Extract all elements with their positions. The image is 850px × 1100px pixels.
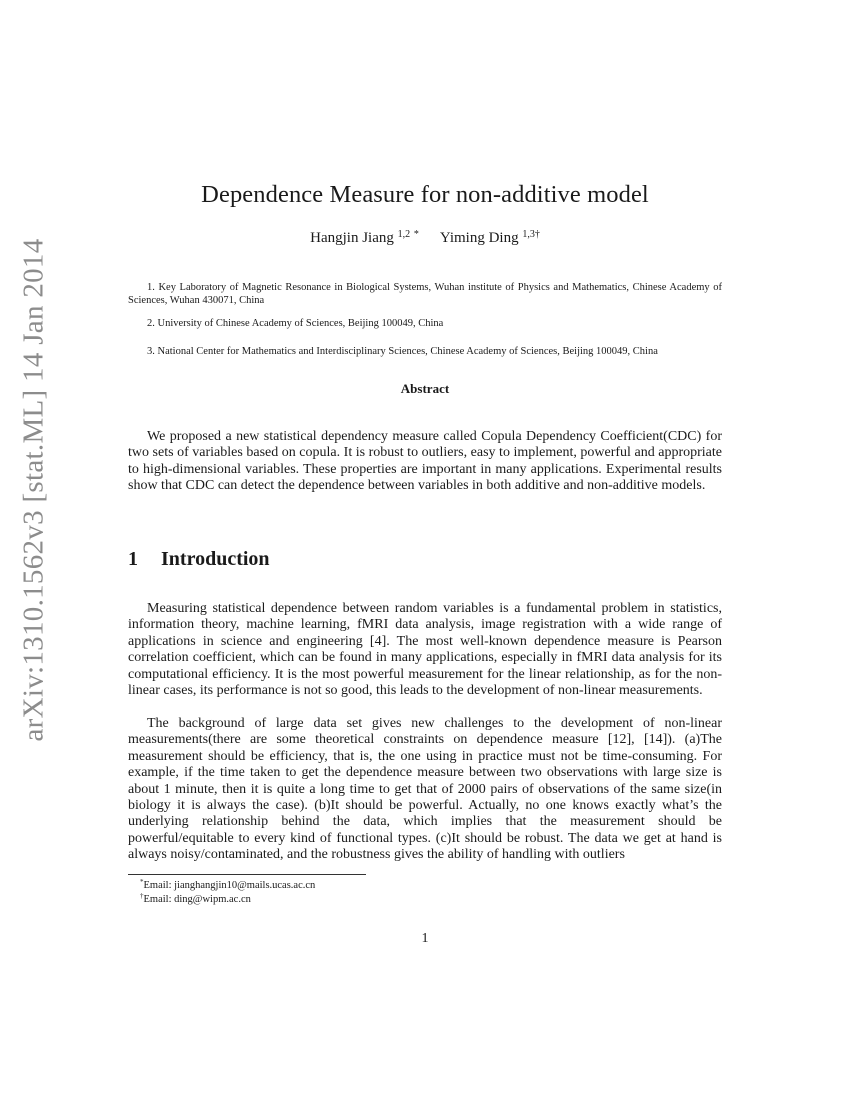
section-title: Introduction [161, 548, 270, 570]
footnote-divider [128, 874, 366, 875]
footnote-1 [140, 878, 315, 891]
footnote-text: Email: jianghangjin10@mails.ucas.ac.cn [143, 880, 316, 891]
author-name: Hangjin Jiang [310, 230, 394, 246]
footnote-marker: † [140, 892, 144, 900]
body-paragraph: The background of large data set gives new challenges to the development of non-linear measurements(there are some theoretical constraints on dependence measure [12], [14]). (a)The measurement should be efficiency, that is, the one using in practice must not be time-consuming. For example, if the time taken to get the dependence measure between two observations with large size is about 1 minute, then it is quite a long time to get that of 2000 pairs of observations of the same size(in biology it is always the case). (b)It should be powerful. Actually, no one knows exactly what’s the underlying relationship behind the data, which implies that the measurement should be powerful/equitable to every kind of functional types. (c)It should be robust. The data we get at hand is always noisy/contaminated, and the robustness gives the ability of handling with outliers [128, 716, 722, 863]
body-paragraph: Measuring statistical dependence between random variables is a fundamental problem in statistics, information theory, machine learning, fMRI data analysis, image registration with a wide range of applications in science and engineering [4]. The most well-known dependence measure is Pearson correlation coefficient, which can be found in many applications, especially in fMRI data analysis for its computational efficiency. It is the most powerful measurement for the linear relationship, as for the non-linear cases, its performance is not so good, this leads to the development of non-linear measurements. [128, 601, 722, 699]
footnote-text: Email: ding@wipm.ac.cn [143, 894, 251, 905]
footnote-2 [140, 892, 251, 905]
abstract-heading: Abstract [400, 381, 450, 396]
author-footnote-marker: † [534, 229, 540, 240]
arxiv-identifier-text: arXiv:1310.1562v3 [stat.ML] 14 Jan 2014 [17, 238, 50, 742]
abstract-body: We proposed a new statistical dependency measure called Copula Dependency Coefficient(CDC) for two sets of variables based on copula. It is robust to outliers, easy to implement, powerful and appropriate to high-dimensional variables. These properties are important in many applications. Experimental results show that CDC can detect the dependence between variables in both additive and non-additive models. [128, 429, 722, 494]
author-affiliation-marker: 1,3 [522, 229, 535, 240]
section-heading [128, 548, 270, 571]
arxiv-identifier-stamp [14, 238, 54, 742]
affiliation-3: 3. National Center for Mathematics and Interdisciplinary Sciences, Chinese Academy of Sciences, Beijing 100049, China [147, 346, 658, 357]
author-list [0, 229, 850, 247]
affiliation-2: 2. University of Chinese Academy of Sciences, Beijing 100049, China [147, 318, 444, 329]
page-number: 1 [421, 931, 429, 946]
affiliation-1: 1. Key Laboratory of Magnetic Resonance in Biological Systems, Wuhan institute of Physics and Mathematics, Chinese Academy of Sciences, Wuhan 430071, China [128, 282, 722, 306]
author-affiliation-marker: 1,2 [397, 229, 411, 240]
section-number: 1 [128, 548, 138, 570]
paper-title: Dependence Measure for non-additive model [201, 181, 649, 208]
footnote-marker: * [140, 878, 144, 886]
author-name: Yiming Ding [439, 230, 519, 246]
author-footnote-marker: * [413, 229, 419, 240]
